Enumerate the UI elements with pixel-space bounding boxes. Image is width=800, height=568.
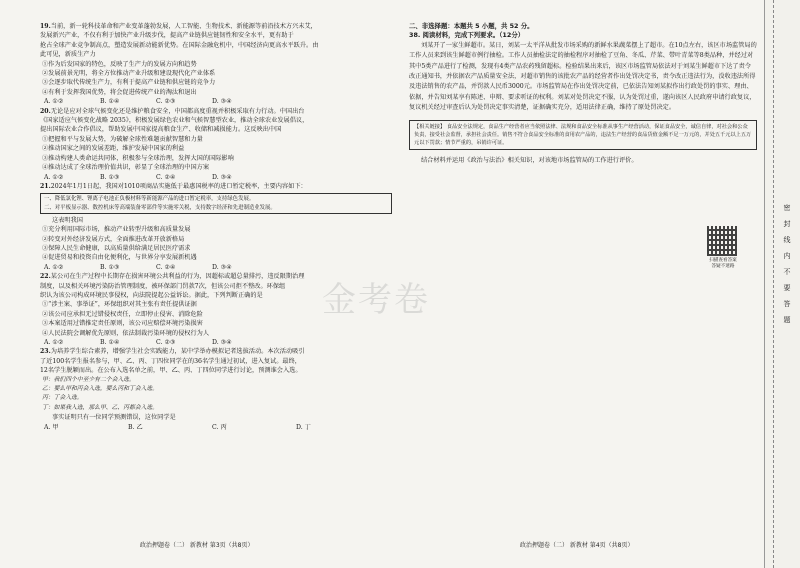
seal-line (773, 0, 774, 568)
qr-caption-line: 扫描查看答案 (709, 258, 737, 263)
question-number: 22. (40, 273, 51, 281)
material-box (40, 193, 392, 213)
question-20 (40, 107, 392, 182)
choice-a[interactable]: A. 甲 (44, 423, 59, 431)
choice-a[interactable]: A. ①② (44, 339, 64, 346)
choice-d[interactable]: D. ③④ (212, 98, 232, 106)
choice-c[interactable]: C. ②③ (156, 98, 176, 106)
answer-choices (40, 97, 392, 106)
question-38-task: 结合材料并运用《政治与法治》相关知识，对该地市场监管局的工作进行评价。 (421, 157, 638, 165)
question-text: 提出国际农业合作倡议，帮助发展中国家提高粮食生产、收储和减损能力。这反映出中国 (40, 126, 282, 134)
question-number: 20. (40, 107, 51, 115)
statement-4: ④人民法院会调解优先原则，依法制裁污染环境的侵权行为人 (42, 329, 210, 337)
watermark: 金考卷 (322, 280, 430, 320)
answer-choices (40, 263, 392, 272)
question-text: 无论是应对全球气候变化还是维护粮食安全，中国都高度重视并积极采取有力行动。中国出台 (50, 107, 305, 115)
qr-code-icon[interactable] (707, 226, 737, 256)
page-footer-left: 政治押题卷（二） 新教材 第3页（共8页） (140, 542, 254, 549)
question-text: 某公司在生产过程中长期存在损害环境公共利益的行为，因超标或超总量排污，违反限期治理 (50, 273, 305, 281)
question-text: 为培养学生综合素养，增强学生社会实践能力，某中学举办模拟记者选拔活动。本次活动吸引 (50, 348, 305, 356)
choice-b[interactable]: B. ①③ (100, 173, 120, 181)
question-text: 当前，新一轮科技革命和产业变革蓬勃发展，人工智能、生物技术、新能源等前沿技术方兴未艾， (50, 23, 317, 30)
statement-3: ③本案适用过错推定责任原则，该公司应赔偿环境污染损害 (42, 320, 203, 328)
statement-1: ①作为后发国家的特色，反映了生产力的发展方向和趋势 (42, 60, 197, 68)
choice-a[interactable]: A. ①② (44, 263, 64, 271)
qr-caption-line: 答疑不迷路 (711, 264, 735, 269)
choice-a[interactable]: A. ①② (44, 98, 64, 106)
question-number: 19. (40, 23, 51, 30)
question-text: 抢占全球产业竞争制高点，塑造发展新动能新优势。在国际金融危机中，中国经济向更高水平跃升。由 (40, 41, 319, 49)
question-number: 21. (40, 182, 51, 190)
question-21 (40, 182, 392, 272)
statement-1: ①充分利用国际市场，推动产业转型升级和高质量发展 (42, 226, 191, 234)
handwritten-statement: 甲：我们四个中至少有二个会入选。 (42, 376, 135, 383)
question-19 (40, 22, 392, 107)
statement-1: ①把握和平与发展大势，为破解全球性难题贡献智慧和力量 (42, 135, 203, 143)
choice-b[interactable]: B. ①④ (100, 339, 120, 346)
question-23 (40, 347, 392, 432)
handwritten-statement: 乙：要么甲和丙会入选，要么丙和丁会入选。 (42, 386, 158, 393)
answer-choices (40, 423, 392, 432)
statement-4: ④促进贸易和投资自由化便利化，与世界分享发展新机遇 (42, 254, 197, 262)
choice-d[interactable]: D. ③④ (212, 173, 232, 181)
statement-3: ③会逐步取代传统生产力，有利于提高产业链和供应链的竞争力 (42, 79, 216, 87)
statement-1: ①“涉主案、事举证”，环保组织对其主张有责任提供证据 (42, 301, 197, 309)
left-page (40, 22, 392, 432)
choice-d[interactable]: D. 丁 (296, 423, 311, 431)
choice-c[interactable]: C. ②④ (156, 263, 176, 271)
choice-c[interactable]: C. ②④ (156, 173, 176, 181)
seal-char: 不 (783, 268, 791, 276)
statement-2: ②推动国家之间的发展差距，维护发展中国家的利益 (42, 145, 185, 153)
statement-2: ②发展前景光明，将全方位推动产业升级和建设现代化产业体系 (42, 70, 216, 78)
section-heading: 二、非选择题：本题共 5 小题，共 52 分。 (409, 22, 534, 30)
page-footer-right: 政治押题卷（二） 新教材 第4页（共8页） (520, 542, 634, 549)
right-page (409, 22, 757, 166)
choice-c[interactable]: C. ②③ (156, 339, 176, 346)
choice-a[interactable]: A. ①② (44, 173, 64, 181)
question-number: 23. (40, 348, 51, 356)
material-line: 一、降低氯化锂、锂离子电池正负极材料等新能源产品的进口暂定税率，支持绿色发展。 (44, 196, 255, 203)
statement-2: ②该公司应承担无过错侵权责任，立即停止侵害、消除危险 (42, 310, 203, 318)
seal-line-notice (782, 200, 792, 328)
related-link-box: 【相关链接】 食品安全法规定，食品生产经营者应当依照法律、法规和食品安全标准从事生产经营活动，保证食品安全，诚信自律，对社会和公众负责，接受社会监督，承担社会责任。销售不符合食品安全标准的食用农产品的，违法生产经营的食品货值金额不足一万元的，并处五千元以上五万元以下罚款；情节严重的，吊销许可证。 (409, 120, 757, 151)
seal-char: 封 (783, 220, 791, 228)
question-text: 了近100名学生报名参与，甲、乙、丙、丁四位同学在的36名学生通过初试，进入复试。最终， (40, 357, 301, 365)
handwritten-statement: 丙：丁会入选。 (42, 395, 83, 402)
seal-char: 答 (783, 300, 791, 308)
choice-b[interactable]: B. ①④ (100, 98, 120, 106)
statement-2: ②转变对外经济发展方式，全面推进改革开放新格局 (42, 235, 185, 243)
choice-b[interactable]: B. 乙 (128, 423, 143, 431)
statement-4: ④推动达成了全球治理价值共识，彰显了全球治理的中国方案 (42, 164, 210, 172)
question-lead: 这表明我国 (52, 216, 83, 224)
question-text: 《国家适应气候变化战略 2035》，积极发展绿色农业和气候智慧型农业，推动全球农业发展倡议， (40, 117, 309, 125)
answer-choices (40, 173, 392, 182)
question-38-material: 刘某开了一家生鲜超市。某日，刘某一太平洋从批发市场采购的新鲜水果蔬菜摆上了超市。在10点左右，该区市场监管局的工作人员来到该生鲜超市例行抽检。工作人员抽检法定的抽检程序对抽检了豆角、冬瓜、芹菜、带叶青菜等8类品种，并经过对其中5类产品进行了检测，发现有4类产品农药残留超标。检验结果出来后，该区市场监管局依法对于刘某生鲜超市下达了责令改正通知书，并依据农产品质量安全法，对超市销售的该批农产品的经营者作出处罚决定书，责令改正违法行为，没收违法所得及违法销售的农产品，并罚款人民币3000元。市场监管局在作出处罚决定前，已依法告知刘某拟作出行政处罚的事实、理由、依据，并告知刘某享有陈述、申辩、要求听证的权利。刘某对处罚决定不服，认为处罚过重，遂向该区人民政府申请行政复议，复议机关经过审查后认为处罚决定事实清楚，证据确实充分，适用法律正确，维持了原处罚决定。 (409, 41, 757, 112)
qr-caption (694, 258, 752, 270)
question-38-title: 38. 阅读材料，完成下列要求。（12分） (409, 31, 525, 40)
seal-char: 内 (783, 252, 791, 260)
choice-d[interactable]: D. ③④ (212, 339, 232, 346)
choice-c[interactable]: C. 丙 (212, 423, 227, 431)
choice-d[interactable]: D. ③④ (212, 263, 232, 271)
question-text: 制度，以及相关环境污染防治管理制度，被环保部门罚款7次，但该公司拒不整改。环保组 (40, 282, 286, 290)
question-text: 此可见，新质生产力 (40, 51, 96, 59)
question-lead: 事实证明只有一位同学预测错误，这位同学是 (52, 414, 176, 422)
seal-char: 题 (783, 316, 791, 324)
material-line: 二、对平板显示器、数控机床等高端装备零部件等实施零关税，支持数字经济和先进制造业发展。 (44, 204, 276, 211)
seal-char: 密 (783, 204, 791, 212)
choice-b[interactable]: B. ①③ (100, 263, 120, 271)
seal-char: 要 (783, 284, 791, 292)
question-text: 发展新兴产业，不仅有利于加快产业升级步伐，提高产业链供应链韧性和安全水平，更有助于 (40, 32, 294, 40)
answer-choices (40, 338, 392, 347)
question-text: 12名学生脱颖而出。在公布入选名单之前，甲、乙、丙、丁四位同学进行讨论，预测谁会入选。 (40, 367, 302, 375)
seal-char: 线 (783, 236, 791, 244)
handwritten-statement: 丁：如果我入选，那么甲、乙、丙都会入选。 (42, 404, 158, 411)
question-text: 2024年1月1日起，我国对1010项商品实施低于最惠国税率的进口暂定税率，主要内容如下： (50, 182, 307, 190)
question-text: 织认为该公司构成环境民事侵权，向法院提起公益诉讼。据此，下列判断正确的是 (40, 291, 263, 299)
statement-3: ③推动构建人类命运共同体，积极参与全球治理，发挥大国的国际影响 (42, 154, 234, 162)
statement-3: ③保障人民生命健康，以高质量供给满足居民医疗需求 (42, 244, 191, 252)
statement-4: ④有利于发挥我国优势，将会促进传统产业的淘汰和退出 (42, 88, 197, 96)
